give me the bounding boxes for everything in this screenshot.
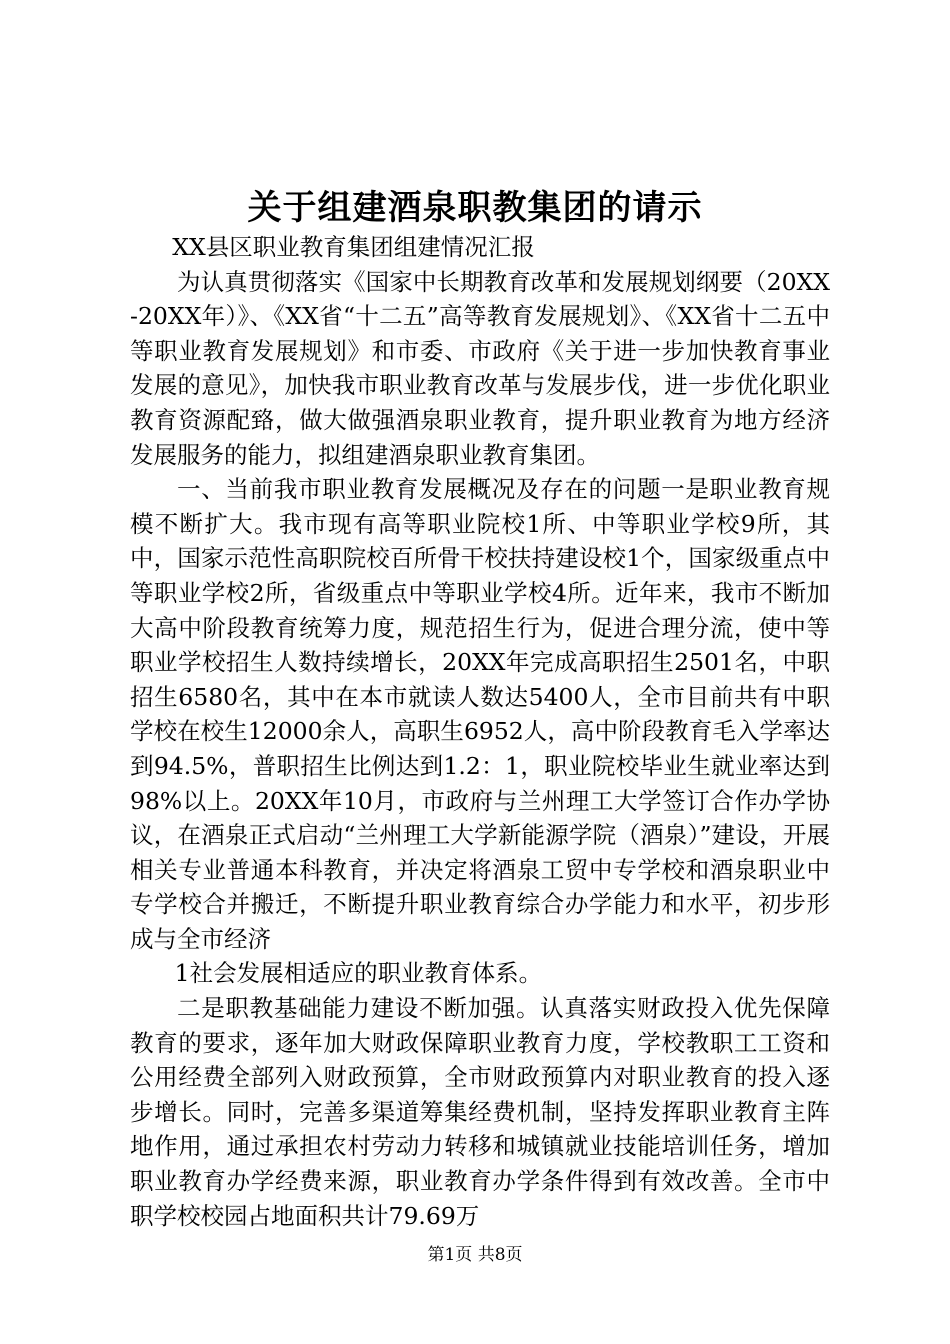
paragraph-point-two: 二是职教基础能力建设不断加强。认真落实财政投入优先保障教育的要求，逐年加大财政保障职业教育力度，学校教职工工资和公用经费全部列入财政预算，全市财政预算内对职业教育的投入逐步增长。同时，完善多渠道筹集经费机制，坚持发挥职业教育主阵地作用，通过承担农村劳动力转移和城镇就业技能培训任务，增加职业教育办学经费来源，职业教育办学条件得到有效改善。全市中职学校校园占地面积共计79.69万 (130, 994, 830, 1230)
document-title: 关于组建酒泉职教集团的请示 (247, 188, 703, 228)
paragraph-continuation: 1社会发展相适应的职业教育体系。 (174, 959, 543, 988)
document-body (130, 230, 830, 1233)
paragraph-intro: 为认真贯彻落实《国家中长期教育改革和发展规划纲要（20XX-20XX年）》、《XX省“十二五”高等教育发展规划》、《XX省十二五中等职业教育发展规划》和市委、市政府《关于进一步加快教育事业发展的意见》，加快我市职业教育改革与发展步伐，进一步优化职业教育资源配臵，做大做强酒泉职业教育，提升职业教育为地方经济发展服务的能力，拟组建酒泉职业教育集团。 (130, 267, 830, 469)
page-number-footer: 第1页 共8页 (427, 1245, 523, 1265)
paragraph-section-one: 一、当前我市职业教育发展概况及存在的问题一是职业教育规模不断扩大。我市现有高等职业院校1所、中等职业学校9所，其中，国家示范性高职院校百所骨干校扶持建设校1个，国家级重点中等职业学校2所，省级重点中等职业学校4所。近年来，我市不断加大高中阶段教育统筹力度，规范招生行为，促进合理分流，使中等职业学校招生人数持续增长，20XX年完成高职招生2501名，中职招生6580名，其中在本市就读人数达5400人，全市目前共有中职学校在校生12000余人，高职生6952人，高中阶段教育毛入学率达到94.5%，普职招生比例达到1.2：1，职业院校毕业生就业率达到98%以上。20XX年10月，市政府与兰州理工大学签订合作办学协议，在酒泉正式启动“兰州理工大学新能源学院（酒泉）”建设，开展相关专业普通本科教育，并决定将酒泉工贸中专学校和酒泉职业中专学校合并搬迁，不断提升职业教育综合办学能力和水平，初步形成与全市经济 (130, 475, 830, 953)
report-subtitle: XX县区职业教育集团组建情况汇报 (172, 233, 535, 261)
